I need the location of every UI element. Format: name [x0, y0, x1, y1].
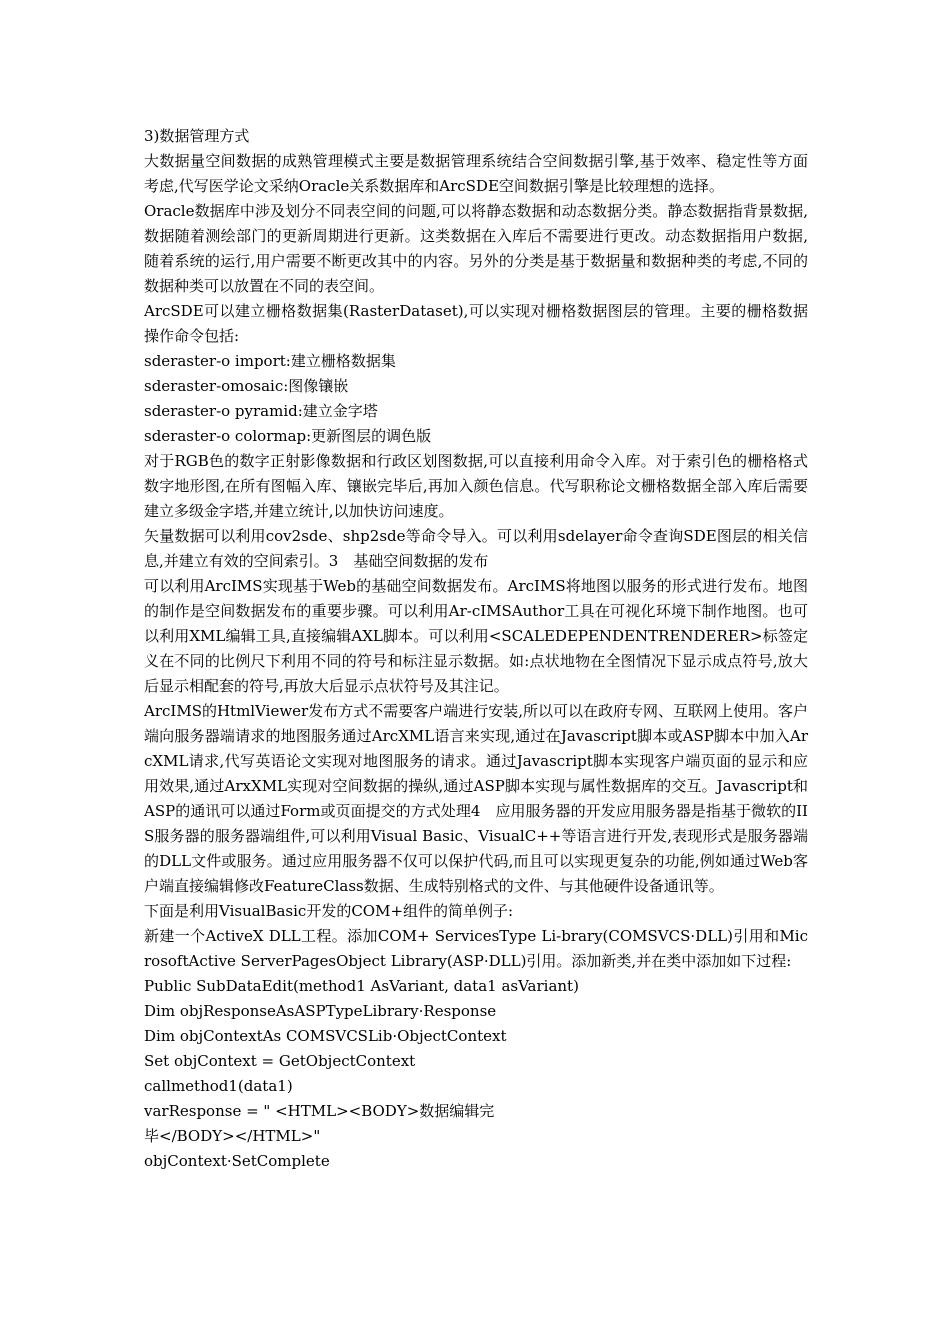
- code-line: 毕</BODY></HTML>": [144, 1127, 321, 1145]
- code-line: Dim objResponseAsASPTypeLibrary·Response: [144, 1002, 497, 1020]
- paragraph: 可以利用ArcIMS实现基于Web的基础空间数据发布。ArcIMS将地图以服务的形式进行发布。地图的制作是空间数据发布的重要步骤。可以利用Ar-cIMSAuthor工具在可视化环境下制作地图。也可以利用XML编辑工具,直接编辑AXL脚本。可以利用<SCALEDEPENDENTRENDERER>标签定义在不同的比例尺下利用不同的符号和标注显示数据。如:点状地物在全图情况下显示成点符号,放大后显示相配套的符号,再放大后显示点状符号及其注记。: [144, 577, 808, 695]
- code-line: Set objContext = GetObjectContext: [144, 1052, 416, 1070]
- section-heading: 3)数据管理方式: [144, 127, 250, 145]
- code-line: Dim objContextAs COMSVCSLib·ObjectContext: [144, 1027, 507, 1045]
- paragraph: 对于RGB色的数字正射影像数据和行政区划图数据,可以直接利用命令入库。对于索引色的栅格格式数字地形图,在所有图幅入库、镶嵌完毕后,再加入颜色信息。代写职称论文栅格数据全部入库后需要建立多级金字塔,并建立统计,以加快访问速度。: [144, 452, 808, 520]
- command-line: sderaster-omosaic:图像镶嵌: [144, 377, 349, 395]
- paragraph: ArcSDE可以建立栅格数据集(RasterDataset),可以实现对栅格数据图层的管理。主要的栅格数据操作命令包括:: [144, 302, 808, 345]
- command-line: sderaster-o pyramid:建立金字塔: [144, 402, 378, 420]
- paragraph: Oracle数据库中涉及划分不同表空间的问题,可以将静态数据和动态数据分类。静态数据指背景数据,数据随着测绘部门的更新周期进行更新。这类数据在入库后不需要进行更改。动态数据指用户数据,随着系统的运行,用户需要不断更改其中的内容。另外的分类是基于数据量和数据种类的考虑,不同的数据种类可以放置在不同的表空间。: [144, 202, 808, 295]
- command-line: sderaster-o colormap:更新图层的调色版: [144, 427, 432, 445]
- code-line: Public SubDataEdit(method1 AsVariant, data1 asVariant): [144, 977, 579, 995]
- paragraph: ArcIMS的HtmlViewer发布方式不需要客户端进行安装,所以可以在政府专网、互联网上使用。客户端向服务器端请求的地图服务通过ArcXML语言来实现,通过在Javascript脚本或ASP脚本中加入ArcXML请求,代写英语论文实现对地图服务的请求。通过Javascript脚本实现客户端页面的显示和应用效果,通过ArxXML实现对空间数据的操纵,通过ASP脚本实现与属性数据库的交互。Javascript和ASP的通讯可以通过Form或页面提交的方式处理4 应用服务器的开发应用服务器是指基于微软的IIS服务器的服务器端组件,可以利用Visual Basic、VisualC++等语言进行开发,表现形式是服务器端的DLL文件或服务。通过应用服务器不仅可以保护代码,而且可以实现更复杂的功能,例如通过Web客户端直接编辑修改FeatureClass数据、生成特别格式的文件、与其他硬件设备通讯等。: [144, 702, 808, 895]
- paragraph: 矢量数据可以利用cov2sde、shp2sde等命令导入。可以利用sdelayer命令查询SDE图层的相关信息,并建立有效的空间索引。3 基础空间数据的发布: [144, 527, 808, 570]
- code-line: callmethod1(data1): [144, 1077, 293, 1095]
- paragraph: 下面是利用VisualBasic开发的COM+组件的简单例子:: [144, 902, 514, 920]
- paragraph: 新建一个ActiveX DLL工程。添加COM+ ServicesType Li-brary(COMSVCS·DLL)引用和MicrosoftActive ServerPagesObject Library(ASP·DLL)引用。添加新类,并在类中添加如下过程:: [144, 927, 808, 970]
- document-body: [144, 124, 808, 1174]
- paragraph: 大数据量空间数据的成熟管理模式主要是数据管理系统结合空间数据引擎,基于效率、稳定性等方面考虑,代写医学论文采纳Oracle关系数据库和ArcSDE空间数据引擎是比较理想的选择。: [144, 152, 808, 195]
- code-line: varResponse = " <HTML><BODY>数据编辑完: [144, 1102, 495, 1120]
- command-line: sderaster-o import:建立栅格数据集: [144, 352, 396, 370]
- code-line: objContext·SetComplete: [144, 1152, 330, 1170]
